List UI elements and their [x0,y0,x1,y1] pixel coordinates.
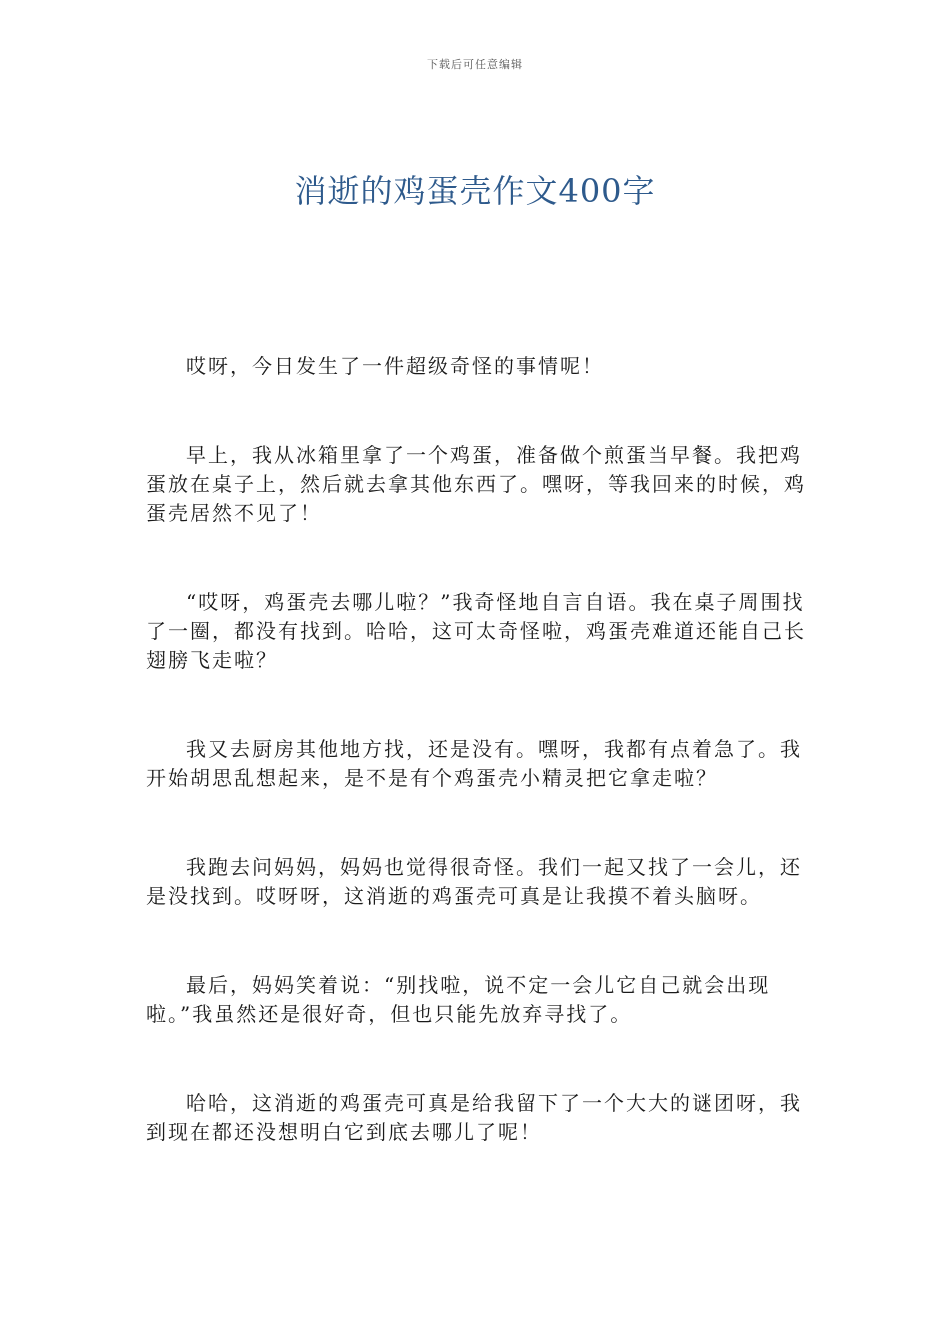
document-body [146,352,806,1207]
paragraph-5: 我跑去问妈妈，妈妈也觉得很奇怪。我们一起又找了一会儿，还是没找到。哎呀呀，这消逝的鸡蛋壳可真是让我摸不着头脑呀。 [146,855,802,908]
paragraph-4: 我又去厨房其他地方找，还是没有。嘿呀，我都有点着急了。我开始胡思乱想起来，是不是有个鸡蛋壳小精灵把它拿走啦？ [146,737,802,790]
page-header: 下载后可任意编辑 [427,58,523,71]
document-title: 消逝的鸡蛋壳作文400字 [294,172,656,210]
paragraph-6: 最后，妈妈笑着说：“别找啦，说不定一会儿它自己就会出现啦。”我虽然还是很好奇，但也只能先放弃寻找了。 [146,973,771,1026]
paragraph-2: 早上，我从冰箱里拿了一个鸡蛋，准备做个煎蛋当早餐。我把鸡蛋放在桌子上，然后就去拿其他东西了。嘿呀，等我回来的时候，鸡蛋壳居然不见了！ [146,443,806,525]
paragraph-3: “哎呀，鸡蛋壳去哪儿啦？”我奇怪地自言自语。我在桌子周围找了一圈，都没有找到。哈哈，这可太奇怪啦，鸡蛋壳难道还能自己长翅膀飞走啦？ [146,590,806,672]
paragraph-7: 哈哈，这消逝的鸡蛋壳可真是给我留下了一个大大的谜团呀，我到现在都还没想明白它到底去哪儿了呢！ [146,1091,802,1144]
paragraph-1: 哎呀，今日发生了一件超级奇怪的事情呢！ [186,354,604,378]
